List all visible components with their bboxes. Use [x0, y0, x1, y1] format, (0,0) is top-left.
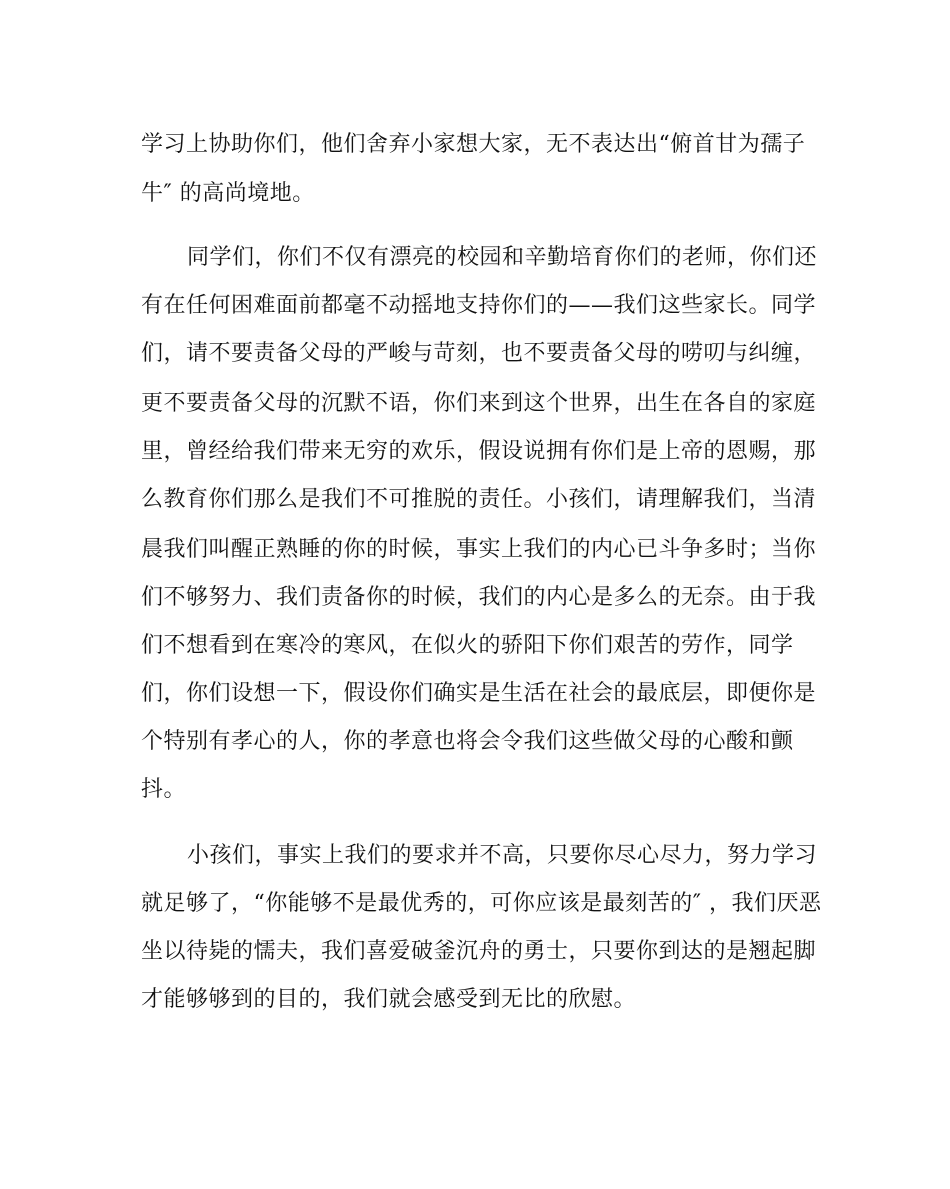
text-line-3: 同学们，你们不仅有漂亮的校园和辛勤培育你们的老师，你们还 [187, 245, 818, 270]
text-line-1: 学习上协助你们，他们舍弃小家想大家，无不表达出“俯首甘为孺子 [141, 132, 806, 157]
text-line-18: 才能够够到的目的，我们就会感受到无比的欣慰。 [141, 987, 637, 1012]
text-line-4: 有在任何困难面前都毫不动摇地支持你们的——我们这些家长。同学 [141, 293, 817, 318]
text-line-11: 们不想看到在寒冷的寒风，在似火的骄阳下你们艰苦的劳作，同学 [141, 633, 794, 658]
text-line-5: 们，请不要责备父母的严峻与苛刻，也不要责备父母的唠叨与纠缠， [141, 341, 817, 366]
text-line-17: 坐以待毙的懦夫，我们喜爱破釜沉舟的勇士，只要你到达的是翘起脚 [141, 939, 817, 964]
text-line-7: 里，曾经给我们带来无穷的欢乐，假设说拥有你们是上帝的恩赐，那 [141, 439, 817, 464]
text-line-16: 就足够了，“你能够不是最优秀的，可你应该是最刻苦的″ ，我们厌恶 [141, 891, 822, 916]
text-line-14: 抖。 [141, 777, 187, 802]
text-line-15: 小孩们，事实上我们的要求并不高，只要你尽心尽力，努力学习 [187, 843, 818, 868]
text-line-12: 们，你们设想一下，假设你们确实是生活在社会的最底层，即便你是 [141, 681, 817, 706]
text-line-6: 更不要责备父母的沉默不语，你们来到这个世界，出生在各自的家庭 [141, 391, 817, 416]
text-line-8: 么教育你们那么是我们不可推脱的责任。小孩们，请理解我们，当清 [141, 487, 817, 512]
text-line-10: 们不够努力、我们责备你的时候，我们的内心是多么的无奈。由于我 [141, 585, 817, 610]
text-line-13: 个特别有孝心的人，你的孝意也将会令我们这些做父母的心酸和颤 [141, 729, 794, 754]
text-line-2: 牛″ 的高尚境地。 [141, 181, 315, 206]
text-line-9: 晨我们叫醒正熟睡的你的时候，事实上我们的内心已斗争多时；当你 [141, 537, 817, 562]
